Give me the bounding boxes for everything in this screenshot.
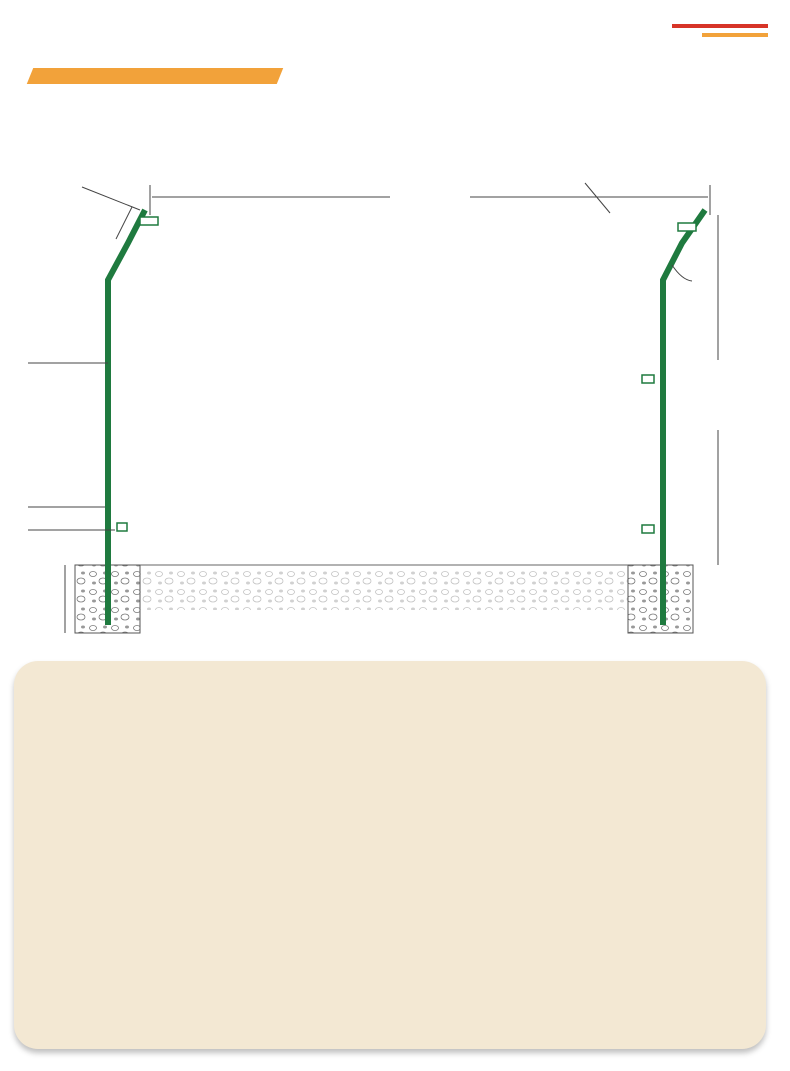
fence-posts: [108, 210, 705, 625]
decor-stripe-orange: [702, 33, 768, 37]
right-clip-top: [642, 375, 654, 383]
right-clip-bottom: [642, 525, 654, 533]
fence-drawing: [0, 155, 790, 655]
spec-card: [14, 661, 766, 1049]
ground-fill: [140, 570, 628, 610]
decor-stripe-red: [672, 24, 768, 28]
left-bolt-clip: [117, 523, 127, 531]
right-post: [663, 210, 705, 625]
ground: [75, 565, 693, 633]
fence-diagram: [0, 155, 790, 655]
left-post: [108, 210, 145, 625]
title-highlight: [27, 68, 283, 84]
left-rain-cap: [140, 217, 158, 225]
right-rain-cap: [678, 223, 696, 231]
